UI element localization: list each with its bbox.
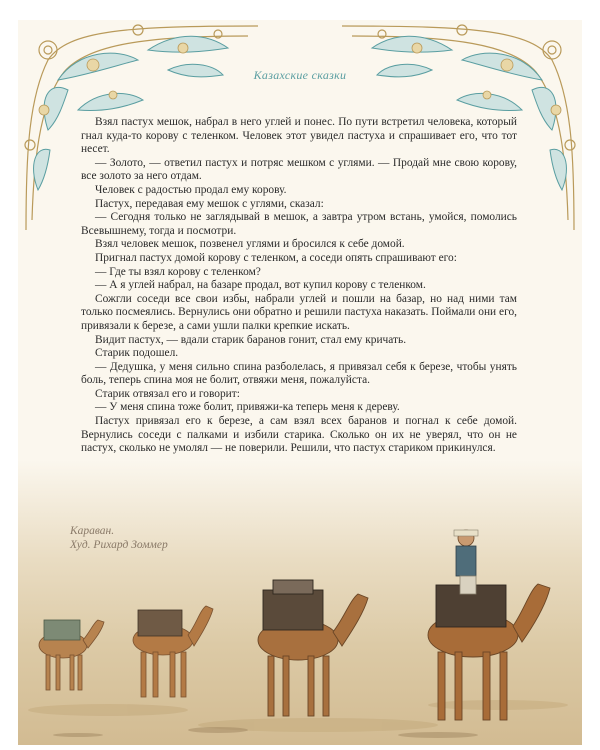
story-paragraph: — А я углей набрал, на базаре продал, вот купил корову с теленком. [95,279,426,292]
story-paragraph: — Золото, — ответил пастух и потряс мешком с углями. — Продай мне свою корову, все золото за него отдам. [81,156,517,183]
story-paragraph: Пригнал пастух домой корову с теленком, а соседи опять спрашивают его: [95,251,457,264]
illustration-caption [70,524,168,552]
caption-artist: Худ. Рихард Зоммер [70,539,168,551]
book-page [18,20,582,745]
story-text [81,116,517,456]
story-paragraph: Пастух, передавая ему мешок с углями, сказал: [95,197,324,210]
story-paragraph: Сожгли соседи все свои избы, набрали углей и пошли на базар, но над ними там только посмеялись. Вернулись они обратно и решили пастуха наказать. Поймали они его, привязали к березе, а сами ушли палки крепкие искать. [81,292,517,332]
story-paragraph: Человек с радостью продал ему корову. [95,183,287,196]
caravan-illustration [18,460,582,745]
story-paragraph: Пастух привязал его к березе, а сам взял всех баранов и погнал к себе домой. Вернулись соседи с палками и избили старика. Сколько он их не уверял, что он не пастух, сколько не умолял — не поверили. Решили, что пастух стариком прикинулся. [81,415,517,455]
story-paragraph: Взял человек мешок, позвенел углями и бросился к себе домой. [95,238,405,251]
story-paragraph: Видит пастух, — вдали старик баранов гонит, стал ему кричать. [95,333,407,346]
story-paragraph: Старик отвязал его и говорит: [95,387,240,400]
story-paragraph: Старик подошел. [95,347,179,360]
story-paragraph: — У меня спина тоже болит, привяжи-ка теперь меня к дереву. [95,401,400,414]
story-paragraph: — Дедушка, у меня сильно спина разболелась, я привязал себя к березе, чтобы унять боль, теперь спина моя не болит, отвяжи меня, пожалуйста. [81,360,517,387]
story-paragraph: — Где ты взял корову с теленком? [95,265,261,278]
story-paragraph: Взял пастух мешок, набрал в него углей и понес. По пути встретил человека, который гнал куда-то корову с теленком. Человек этот увидел пастуха и спрашивает его, что тот несет. [81,116,517,156]
caption-title: Караван. [70,525,115,537]
book-title-header: Казахские сказки [253,68,347,82]
story-paragraph: — Сегодня только не заглядывай в мешок, а завтра утром встань, умойся, помолись Всевышнему, тогда и посмотри. [81,211,517,237]
